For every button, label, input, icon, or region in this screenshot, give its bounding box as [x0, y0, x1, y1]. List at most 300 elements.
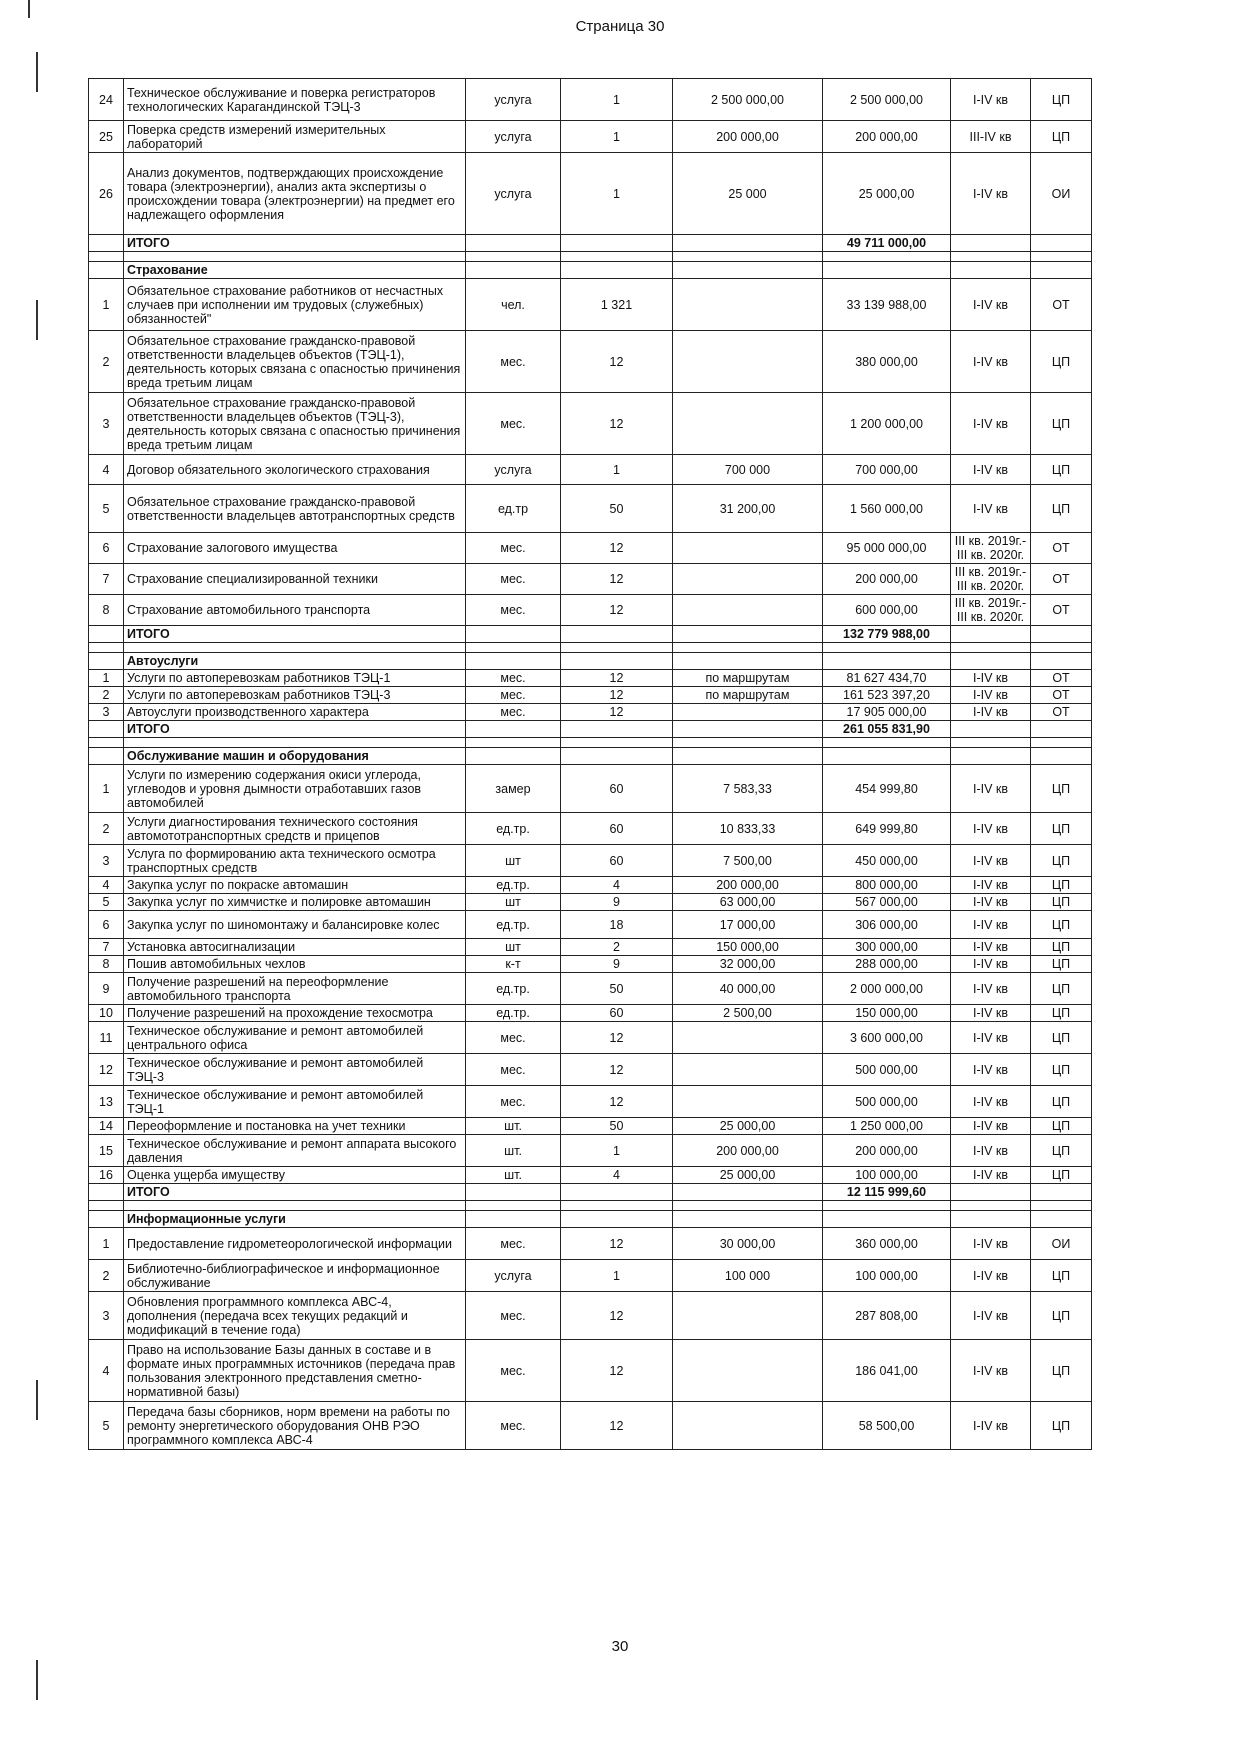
quantity-cell: 1	[561, 1260, 673, 1292]
unit-cell: мес.	[466, 331, 561, 393]
table-row	[89, 1118, 1092, 1135]
period-cell: I-IV кв	[951, 1135, 1031, 1167]
unit-price-cell: 31 200,00	[673, 485, 823, 533]
amount-cell: 58 500,00	[823, 1402, 951, 1450]
row-number-cell: 7	[89, 939, 124, 956]
amount-cell: 17 905 000,00	[823, 704, 951, 721]
period-cell: I-IV кв	[951, 813, 1031, 845]
funding-source-cell: ЦП	[1031, 911, 1092, 939]
quantity-cell: 12	[561, 331, 673, 393]
quantity-cell: 9	[561, 956, 673, 973]
service-name-cell: Страхование залогового имущества	[124, 533, 466, 564]
row-number-cell: 1	[89, 279, 124, 331]
row-number-cell: 10	[89, 1005, 124, 1022]
unit-cell: шт	[466, 845, 561, 877]
total-label: ИТОГО	[124, 235, 466, 252]
service-name-cell: Оценка ущерба имуществу	[124, 1167, 466, 1184]
table-row	[89, 331, 1092, 393]
quantity-cell: 60	[561, 845, 673, 877]
quantity-cell: 12	[561, 1340, 673, 1402]
total-label: ИТОГО	[124, 1184, 466, 1201]
unit-cell: мес.	[466, 564, 561, 595]
unit-price-cell: 40 000,00	[673, 973, 823, 1005]
total-label: ИТОГО	[124, 721, 466, 738]
service-name-cell: Услуги по автоперевозкам работников ТЭЦ-3	[124, 687, 466, 704]
table-row	[89, 1005, 1092, 1022]
unit-cell: услуга	[466, 153, 561, 235]
funding-source-cell: ЦП	[1031, 455, 1092, 485]
funding-source-cell: ЦП	[1031, 1292, 1092, 1340]
period-cell: I-IV кв	[951, 1054, 1031, 1086]
service-name-cell: Страхование автомобильного транспорта	[124, 595, 466, 626]
quantity-cell: 12	[561, 564, 673, 595]
period-cell: III кв. 2019г.- III кв. 2020г.	[951, 564, 1031, 595]
unit-price-cell: 100 000	[673, 1260, 823, 1292]
quantity-cell: 12	[561, 1086, 673, 1118]
funding-source-cell: ОТ	[1031, 670, 1092, 687]
service-name-cell: Передача базы сборников, норм времени на работы по ремонту энергетического оборудования ОНВ РЭО программного комплекса АВС-4	[124, 1402, 466, 1450]
funding-source-cell: ЦП	[1031, 765, 1092, 813]
table-row	[89, 1135, 1092, 1167]
unit-price-cell	[673, 1022, 823, 1054]
row-number-cell: 13	[89, 1086, 124, 1118]
amount-cell: 800 000,00	[823, 877, 951, 894]
page-number: 30	[611, 1638, 629, 1655]
table-row	[89, 765, 1092, 813]
row-number-cell: 3	[89, 393, 124, 455]
service-name-cell: Страхование специализированной техники	[124, 564, 466, 595]
row-number-cell: 1	[89, 1228, 124, 1260]
table-row	[89, 939, 1092, 956]
service-name-cell: Пошив автомобильных чехлов	[124, 956, 466, 973]
section-title: Автоуслуги	[124, 653, 466, 670]
period-cell: I-IV кв	[951, 79, 1031, 121]
service-name-cell: Автоуслуги производственного характера	[124, 704, 466, 721]
row-number-cell: 3	[89, 1292, 124, 1340]
row-number-cell: 24	[89, 79, 124, 121]
unit-cell: замер	[466, 765, 561, 813]
amount-cell: 500 000,00	[823, 1054, 951, 1086]
unit-price-cell: 10 833,33	[673, 813, 823, 845]
period-cell: I-IV кв	[951, 1167, 1031, 1184]
row-number-cell: 25	[89, 121, 124, 153]
service-name-cell: Закупка услуг по покраске автомашин	[124, 877, 466, 894]
unit-cell: шт.	[466, 1135, 561, 1167]
unit-price-cell: 63 000,00	[673, 894, 823, 911]
quantity-cell: 12	[561, 1402, 673, 1450]
table-row	[89, 79, 1092, 121]
service-name-cell: Переоформление и постановка на учет техники	[124, 1118, 466, 1135]
funding-source-cell: ЦП	[1031, 1022, 1092, 1054]
period-cell: I-IV кв	[951, 704, 1031, 721]
table-row	[89, 813, 1092, 845]
service-name-cell: Техническое обслуживание и ремонт автомобилей ТЭЦ-1	[124, 1086, 466, 1118]
quantity-cell: 4	[561, 1167, 673, 1184]
amount-cell: 200 000,00	[823, 564, 951, 595]
service-name-cell: Техническое обслуживание и ремонт автомобилей ТЭЦ-3	[124, 1054, 466, 1086]
quantity-cell: 1 321	[561, 279, 673, 331]
funding-source-cell: ЦП	[1031, 331, 1092, 393]
amount-cell: 200 000,00	[823, 1135, 951, 1167]
table-row	[89, 1402, 1092, 1450]
unit-cell: услуга	[466, 455, 561, 485]
quantity-cell: 60	[561, 1005, 673, 1022]
period-cell: I-IV кв	[951, 1402, 1031, 1450]
row-number-cell: 4	[89, 455, 124, 485]
unit-cell: шт.	[466, 1118, 561, 1135]
unit-cell: мес.	[466, 1086, 561, 1118]
table-row	[89, 533, 1092, 564]
section-header-row	[89, 653, 1092, 670]
section-title: Информационные услуги	[124, 1211, 466, 1228]
period-cell: III кв. 2019г.- III кв. 2020г.	[951, 533, 1031, 564]
service-name-cell: Поверка средств измерений измерительных лабораторий	[124, 121, 466, 153]
amount-cell: 454 999,80	[823, 765, 951, 813]
total-row	[89, 1184, 1092, 1201]
section-title: Страхование	[124, 262, 466, 279]
table-row	[89, 153, 1092, 235]
unit-cell: мес.	[466, 704, 561, 721]
period-cell: I-IV кв	[951, 153, 1031, 235]
amount-cell: 33 139 988,00	[823, 279, 951, 331]
unit-cell: мес.	[466, 687, 561, 704]
unit-price-cell: 25 000,00	[673, 1167, 823, 1184]
spacer-row	[89, 738, 1092, 748]
table-row	[89, 595, 1092, 626]
funding-source-cell: ЦП	[1031, 393, 1092, 455]
amount-cell: 2 000 000,00	[823, 973, 951, 1005]
quantity-cell: 1	[561, 153, 673, 235]
table-row	[89, 1292, 1092, 1340]
table-row	[89, 1260, 1092, 1292]
table-row	[89, 1228, 1092, 1260]
period-cell: I-IV кв	[951, 1340, 1031, 1402]
unit-cell: услуга	[466, 121, 561, 153]
period-cell: I-IV кв	[951, 911, 1031, 939]
table-row	[89, 455, 1092, 485]
unit-price-cell: 30 000,00	[673, 1228, 823, 1260]
quantity-cell: 2	[561, 939, 673, 956]
period-cell: I-IV кв	[951, 670, 1031, 687]
service-name-cell: Библиотечно-библиографическое и информационное обслуживание	[124, 1260, 466, 1292]
funding-source-cell: ЦП	[1031, 121, 1092, 153]
funding-source-cell: ЦП	[1031, 1005, 1092, 1022]
amount-cell: 649 999,80	[823, 813, 951, 845]
row-number-cell: 12	[89, 1054, 124, 1086]
funding-source-cell: ОТ	[1031, 595, 1092, 626]
service-name-cell: Закупка услуг по химчистке и полировке автомашин	[124, 894, 466, 911]
service-name-cell: Право на использование Базы данных в составе и в формате иных программных источников (передача прав пользования электронного представления сметно-нормативной базы)	[124, 1340, 466, 1402]
service-name-cell: Получение разрешений на переоформление автомобильного транспорта	[124, 973, 466, 1005]
table-row	[89, 485, 1092, 533]
unit-price-cell: 150 000,00	[673, 939, 823, 956]
unit-cell: чел.	[466, 279, 561, 331]
unit-cell: ед.тр	[466, 485, 561, 533]
row-number-cell: 8	[89, 956, 124, 973]
table-row	[89, 956, 1092, 973]
period-cell: I-IV кв	[951, 939, 1031, 956]
funding-source-cell: ЦП	[1031, 813, 1092, 845]
table-row	[89, 279, 1092, 331]
unit-price-cell: 17 000,00	[673, 911, 823, 939]
row-number-cell: 6	[89, 533, 124, 564]
unit-price-cell	[673, 1402, 823, 1450]
row-number-cell: 2	[89, 1260, 124, 1292]
service-name-cell: Услуги диагностирования технического состояния автомототранспортных средств и прицепов	[124, 813, 466, 845]
section-header-row	[89, 262, 1092, 279]
quantity-cell: 60	[561, 765, 673, 813]
unit-cell: мес.	[466, 533, 561, 564]
total-label: ИТОГО	[124, 626, 466, 643]
quantity-cell: 50	[561, 1118, 673, 1135]
service-name-cell: Закупка услуг по шиномонтажу и балансировке колес	[124, 911, 466, 939]
period-cell: I-IV кв	[951, 687, 1031, 704]
row-number-cell: 5	[89, 485, 124, 533]
funding-source-cell: ЦП	[1031, 894, 1092, 911]
row-number-cell: 4	[89, 877, 124, 894]
service-name-cell: Техническое обслуживание и поверка регистраторов технологических Карагандинской ТЭЦ-3	[124, 79, 466, 121]
section-header-row	[89, 1211, 1092, 1228]
row-number-cell: 2	[89, 331, 124, 393]
amount-cell: 3 600 000,00	[823, 1022, 951, 1054]
funding-source-cell: ЦП	[1031, 1340, 1092, 1402]
unit-price-cell	[673, 1340, 823, 1402]
unit-cell: мес.	[466, 1340, 561, 1402]
service-name-cell: Техническое обслуживание и ремонт автомобилей центрального офиса	[124, 1022, 466, 1054]
quantity-cell: 50	[561, 973, 673, 1005]
service-name-cell: Договор обязательного экологического страхования	[124, 455, 466, 485]
quantity-cell: 12	[561, 1292, 673, 1340]
funding-source-cell: ОТ	[1031, 704, 1092, 721]
table-row	[89, 1022, 1092, 1054]
unit-cell: мес.	[466, 670, 561, 687]
period-cell: I-IV кв	[951, 1260, 1031, 1292]
period-cell: I-IV кв	[951, 455, 1031, 485]
service-name-cell: Анализ документов, подтверждающих происхождение товара (электроэнергии), анализ акта экспертизы о происхождении товара (электроэнергии) на предмет его надлежащего оформления	[124, 153, 466, 235]
funding-source-cell: ОИ	[1031, 153, 1092, 235]
period-cell: I-IV кв	[951, 894, 1031, 911]
funding-source-cell: ОТ	[1031, 687, 1092, 704]
row-number-cell: 2	[89, 687, 124, 704]
table-row	[89, 1054, 1092, 1086]
table-row	[89, 121, 1092, 153]
period-cell: I-IV кв	[951, 1005, 1031, 1022]
amount-cell: 161 523 397,20	[823, 687, 951, 704]
unit-price-cell: 200 000,00	[673, 121, 823, 153]
quantity-cell: 12	[561, 393, 673, 455]
quantity-cell: 1	[561, 1135, 673, 1167]
funding-source-cell: ЦП	[1031, 1086, 1092, 1118]
amount-cell: 567 000,00	[823, 894, 951, 911]
amount-cell: 380 000,00	[823, 331, 951, 393]
table-row	[89, 393, 1092, 455]
period-cell: I-IV кв	[951, 877, 1031, 894]
period-cell: I-IV кв	[951, 845, 1031, 877]
funding-source-cell: ОИ	[1031, 1228, 1092, 1260]
period-cell: I-IV кв	[951, 1118, 1031, 1135]
unit-price-cell: 700 000	[673, 455, 823, 485]
table-row	[89, 894, 1092, 911]
funding-source-cell: ЦП	[1031, 845, 1092, 877]
scan-edge-mark	[36, 1660, 38, 1700]
quantity-cell: 12	[561, 595, 673, 626]
unit-price-cell: 25 000,00	[673, 1118, 823, 1135]
total-amount: 132 779 988,00	[823, 626, 951, 643]
amount-cell: 500 000,00	[823, 1086, 951, 1118]
unit-price-cell: 25 000	[673, 153, 823, 235]
unit-cell: ед.тр.	[466, 813, 561, 845]
unit-price-cell: 2 500 000,00	[673, 79, 823, 121]
row-number-cell: 4	[89, 1340, 124, 1402]
spacer-row	[89, 643, 1092, 653]
row-number-cell: 11	[89, 1022, 124, 1054]
funding-source-cell: ЦП	[1031, 485, 1092, 533]
total-amount: 49 711 000,00	[823, 235, 951, 252]
amount-cell: 95 000 000,00	[823, 533, 951, 564]
unit-cell: мес.	[466, 1054, 561, 1086]
section-title: Обслуживание машин и оборудования	[124, 748, 466, 765]
procurement-table	[88, 78, 1092, 1450]
amount-cell: 287 808,00	[823, 1292, 951, 1340]
quantity-cell: 12	[561, 533, 673, 564]
row-number-cell: 7	[89, 564, 124, 595]
row-number-cell: 26	[89, 153, 124, 235]
row-number-cell: 14	[89, 1118, 124, 1135]
amount-cell: 186 041,00	[823, 1340, 951, 1402]
row-number-cell: 5	[89, 894, 124, 911]
quantity-cell: 50	[561, 485, 673, 533]
row-number-cell: 16	[89, 1167, 124, 1184]
row-number-cell: 3	[89, 704, 124, 721]
funding-source-cell: ОТ	[1031, 533, 1092, 564]
funding-source-cell: ЦП	[1031, 1118, 1092, 1135]
period-cell: I-IV кв	[951, 973, 1031, 1005]
amount-cell: 150 000,00	[823, 1005, 951, 1022]
unit-price-cell	[673, 1086, 823, 1118]
amount-cell: 1 250 000,00	[823, 1118, 951, 1135]
service-name-cell: Обязательное страхование гражданско-правовой ответственности владельцев автотранспортных средств	[124, 485, 466, 533]
funding-source-cell: ЦП	[1031, 956, 1092, 973]
funding-source-cell: ЦП	[1031, 1402, 1092, 1450]
total-amount: 261 055 831,90	[823, 721, 951, 738]
quantity-cell: 18	[561, 911, 673, 939]
unit-price-cell	[673, 1292, 823, 1340]
table-row	[89, 670, 1092, 687]
amount-cell: 1 560 000,00	[823, 485, 951, 533]
amount-cell: 360 000,00	[823, 1228, 951, 1260]
period-cell: I-IV кв	[951, 1228, 1031, 1260]
quantity-cell: 9	[561, 894, 673, 911]
unit-price-cell: 200 000,00	[673, 1135, 823, 1167]
amount-cell: 200 000,00	[823, 121, 951, 153]
amount-cell: 306 000,00	[823, 911, 951, 939]
funding-source-cell: ОТ	[1031, 279, 1092, 331]
amount-cell: 25 000,00	[823, 153, 951, 235]
unit-price-cell	[673, 564, 823, 595]
row-number-cell: 8	[89, 595, 124, 626]
unit-price-cell: 32 000,00	[673, 956, 823, 973]
unit-cell: шт	[466, 939, 561, 956]
spacer-row	[89, 1201, 1092, 1211]
amount-cell: 81 627 434,70	[823, 670, 951, 687]
amount-cell: 2 500 000,00	[823, 79, 951, 121]
unit-cell: мес.	[466, 1292, 561, 1340]
quantity-cell: 1	[561, 79, 673, 121]
table-row	[89, 845, 1092, 877]
funding-source-cell: ЦП	[1031, 79, 1092, 121]
table-row	[89, 1086, 1092, 1118]
total-row	[89, 626, 1092, 643]
total-amount: 12 115 999,60	[823, 1184, 951, 1201]
period-cell: I-IV кв	[951, 1086, 1031, 1118]
funding-source-cell: ОТ	[1031, 564, 1092, 595]
funding-source-cell: ЦП	[1031, 939, 1092, 956]
row-number-cell: 1	[89, 670, 124, 687]
funding-source-cell: ЦП	[1031, 1260, 1092, 1292]
unit-cell: ед.тр.	[466, 1005, 561, 1022]
page-header: Страница 30	[575, 18, 665, 35]
service-name-cell: Установка автосигнализации	[124, 939, 466, 956]
funding-source-cell: ЦП	[1031, 1167, 1092, 1184]
amount-cell: 100 000,00	[823, 1260, 951, 1292]
unit-cell: мес.	[466, 1228, 561, 1260]
period-cell: III кв. 2019г.- III кв. 2020г.	[951, 595, 1031, 626]
period-cell: I-IV кв	[951, 1022, 1031, 1054]
unit-price-cell: по маршрутам	[673, 670, 823, 687]
unit-cell: услуга	[466, 1260, 561, 1292]
row-number-cell: 3	[89, 845, 124, 877]
unit-price-cell: по маршрутам	[673, 687, 823, 704]
row-number-cell: 2	[89, 813, 124, 845]
unit-price-cell: 7 500,00	[673, 845, 823, 877]
scan-edge-mark	[28, 0, 30, 18]
amount-cell: 300 000,00	[823, 939, 951, 956]
total-row	[89, 235, 1092, 252]
unit-price-cell	[673, 331, 823, 393]
unit-price-cell: 200 000,00	[673, 877, 823, 894]
unit-cell: мес.	[466, 595, 561, 626]
table-row	[89, 564, 1092, 595]
table-row	[89, 687, 1092, 704]
quantity-cell: 12	[561, 1228, 673, 1260]
unit-cell: мес.	[466, 393, 561, 455]
total-row	[89, 721, 1092, 738]
service-name-cell: Обязательное страхование работников от несчастных случаев при исполнении им трудовых (служебных) обязанностей"	[124, 279, 466, 331]
unit-cell: ед.тр.	[466, 877, 561, 894]
amount-cell: 288 000,00	[823, 956, 951, 973]
unit-cell: шт.	[466, 1167, 561, 1184]
table-row	[89, 1340, 1092, 1402]
unit-price-cell: 2 500,00	[673, 1005, 823, 1022]
service-name-cell: Обязательное страхование гражданско-правовой ответственности владельцев объектов (ТЭЦ-1), деятельность которых связана с опасностью причинения вреда третьим лицам	[124, 331, 466, 393]
unit-price-cell	[673, 533, 823, 564]
funding-source-cell: ЦП	[1031, 1135, 1092, 1167]
unit-price-cell	[673, 279, 823, 331]
quantity-cell: 12	[561, 1022, 673, 1054]
unit-price-cell	[673, 704, 823, 721]
quantity-cell: 12	[561, 670, 673, 687]
service-name-cell: Услуги по автоперевозкам работников ТЭЦ-1	[124, 670, 466, 687]
row-number-cell: 1	[89, 765, 124, 813]
period-cell: III-IV кв	[951, 121, 1031, 153]
unit-cell: к-т	[466, 956, 561, 973]
unit-price-cell	[673, 1054, 823, 1086]
unit-price-cell	[673, 595, 823, 626]
amount-cell: 450 000,00	[823, 845, 951, 877]
period-cell: I-IV кв	[951, 279, 1031, 331]
service-name-cell: Получение разрешений на прохождение техосмотра	[124, 1005, 466, 1022]
unit-price-cell	[673, 393, 823, 455]
